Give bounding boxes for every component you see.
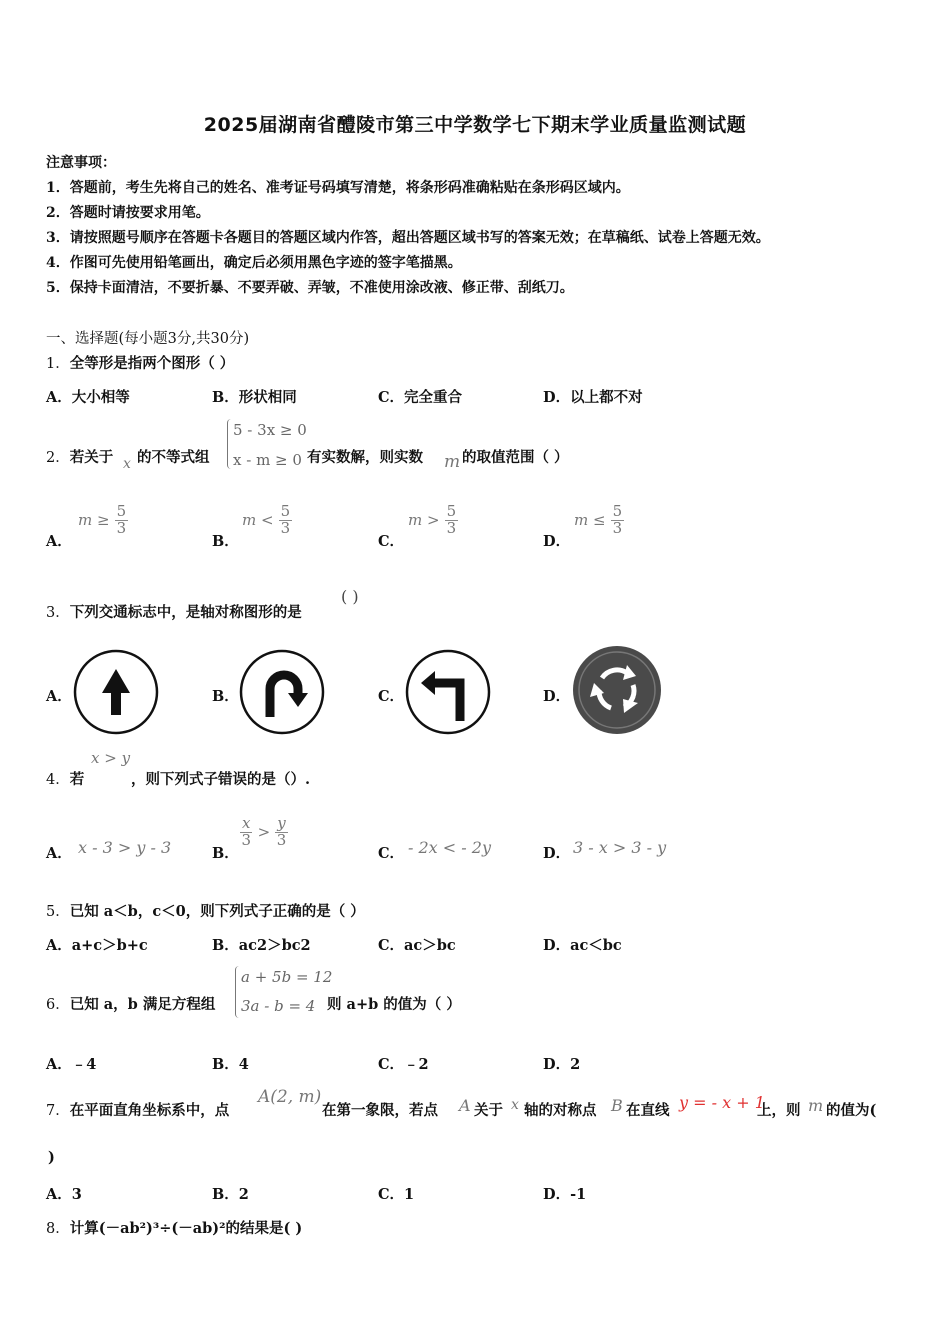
q5-option-a: A．a+c＞b+c bbox=[46, 937, 148, 954]
question-text: 已知 a＜b，c＜0，则下列式子正确的是（ ） bbox=[69, 903, 365, 920]
question-number: 7． bbox=[46, 1103, 70, 1119]
greater-than: > bbox=[257, 822, 271, 841]
fraction-denominator: 3 bbox=[241, 830, 251, 849]
q4-option-c-expr: - 2x < - 2y bbox=[408, 838, 491, 857]
variable-m: m bbox=[808, 1096, 824, 1115]
q2-option-c-label: C． bbox=[378, 533, 405, 550]
question-number: 4． bbox=[46, 772, 70, 788]
fraction-numerator: 5 bbox=[612, 502, 623, 520]
question-text: 计算(－ab²)³÷(－ab)²的结果是( ) bbox=[69, 1220, 303, 1237]
question-text-part: 若 bbox=[69, 771, 85, 788]
equation-2: 3a - b = 4 bbox=[241, 997, 316, 1015]
line-equation: y = - x + 1 bbox=[679, 1093, 765, 1112]
option-operator: m < bbox=[242, 510, 274, 529]
question-number: 3． bbox=[46, 605, 70, 621]
q2-option-a-label: A． bbox=[46, 533, 72, 550]
question-text-part: 的值为( bbox=[826, 1102, 877, 1119]
q1-option-c: C．完全重合 bbox=[378, 389, 463, 406]
page-title: 2025届湖南省醴陵市第三中学数学七下期末学业质量监测试题 bbox=[203, 114, 747, 136]
roundabout-sign-icon bbox=[572, 645, 662, 735]
inequality-2: x - m ≥ 0 bbox=[233, 451, 302, 469]
question-text-part: 已知 a，b 满足方程组 bbox=[69, 996, 216, 1013]
note-item-2: 2．答题时请按要求用笔。 bbox=[46, 205, 210, 221]
q7-option-d: D．-1 bbox=[543, 1186, 587, 1203]
question-text-part: 的取值范围（ ） bbox=[462, 449, 569, 466]
q6-option-c: C．﹣2 bbox=[378, 1056, 429, 1073]
question-6 bbox=[46, 993, 215, 1014]
fraction-denominator: 3 bbox=[116, 518, 127, 537]
note-item-5: 5．保持卡面清洁，不要折暴、不要弄破、弄皱，不准使用涂改液、修正带、刮纸刀。 bbox=[46, 280, 574, 296]
fraction-denominator: 3 bbox=[280, 518, 291, 537]
q2-option-b-label: B． bbox=[212, 533, 239, 550]
note-item-1: 1．答题前，考生先将自己的姓名、准考证号码填写清楚，将条形码准确粘贴在条形码区域内。 bbox=[46, 180, 630, 196]
straight-arrow-sign-icon bbox=[73, 649, 159, 735]
q2-option-d-expr bbox=[574, 504, 624, 537]
fraction bbox=[611, 504, 625, 537]
q3-option-d-label: D． bbox=[543, 688, 571, 705]
question-number: 2． bbox=[46, 450, 70, 466]
question-text-part: 在第一象限，若点 bbox=[322, 1102, 438, 1119]
fraction bbox=[240, 816, 252, 849]
answer-paren: ( ) bbox=[341, 587, 359, 606]
question-number: 5． bbox=[46, 904, 70, 920]
question-text-part: 轴的对称点 bbox=[524, 1102, 597, 1119]
fraction bbox=[445, 504, 459, 537]
point-b-label: B bbox=[611, 1096, 623, 1115]
question-text-part: 在平面直角坐标系中，点 bbox=[69, 1102, 230, 1119]
option-operator: m ≥ bbox=[78, 510, 110, 529]
condition-x-gt-y: x > y bbox=[91, 749, 131, 767]
point-a-label: A bbox=[459, 1096, 471, 1115]
fraction-denominator: 3 bbox=[446, 518, 457, 537]
q4-option-d-label: D． bbox=[543, 845, 571, 862]
q5-option-d: D．ac＜bc bbox=[543, 937, 622, 954]
q1-option-b: B．形状相同 bbox=[212, 389, 297, 406]
q5-option-b: B．ac2＞bc2 bbox=[212, 937, 311, 954]
q6-option-b: B．4 bbox=[212, 1056, 249, 1073]
question-text-part: 关于 bbox=[474, 1102, 503, 1119]
notes-heading: 注意事项： bbox=[46, 155, 116, 171]
fraction-denominator: 3 bbox=[276, 830, 287, 849]
q2-option-c-expr bbox=[408, 504, 458, 537]
variable-m: m bbox=[444, 452, 461, 472]
left-turn-sign-icon bbox=[405, 649, 491, 735]
fraction bbox=[279, 504, 293, 537]
equation-1: a + 5b = 12 bbox=[241, 968, 333, 986]
q4-option-a-label: A． bbox=[46, 845, 72, 862]
fraction-numerator: y bbox=[277, 814, 286, 832]
question-number: 8． bbox=[46, 1221, 70, 1237]
inequality-1: 5 - 3x ≥ 0 bbox=[233, 421, 307, 439]
question-number: 1． bbox=[46, 356, 70, 372]
q4-option-c-label: C． bbox=[378, 845, 405, 862]
section-heading: 一、选择题(每小题3分,共30分) bbox=[46, 331, 250, 347]
u-turn-sign-icon bbox=[239, 649, 325, 735]
option-operator: m > bbox=[408, 510, 440, 529]
fraction-numerator: 5 bbox=[116, 502, 127, 520]
question-7 bbox=[46, 1099, 229, 1120]
question-3 bbox=[46, 601, 302, 622]
question-text: 下列交通标志中，是轴对称图形的是 bbox=[69, 604, 302, 621]
q2-option-b-expr bbox=[242, 504, 292, 537]
question-text-part: 在直线 bbox=[626, 1102, 670, 1119]
q3-option-c-label: C． bbox=[378, 688, 405, 705]
question-text-part: 则 a+b 的值为（ ） bbox=[327, 996, 461, 1013]
point-a: A(2, m) bbox=[258, 1087, 322, 1107]
fraction-numerator: 5 bbox=[280, 502, 291, 520]
question-number: 6． bbox=[46, 997, 70, 1013]
fraction-denominator: 3 bbox=[612, 518, 623, 537]
variable-x: x bbox=[123, 456, 131, 472]
q4-option-a-expr: x - 3 > y - 3 bbox=[78, 838, 172, 857]
fraction bbox=[115, 504, 129, 537]
question-text-part: ) bbox=[48, 1149, 55, 1166]
question-8 bbox=[46, 1217, 302, 1238]
question-text-part: 的不等式组 bbox=[137, 449, 210, 466]
q4-option-d-expr: 3 - x > 3 - y bbox=[573, 838, 667, 857]
q7-option-c: C．1 bbox=[378, 1186, 415, 1203]
fraction-numerator: 5 bbox=[446, 502, 457, 520]
q3-option-b-label: B． bbox=[212, 688, 239, 705]
question-5 bbox=[46, 900, 365, 921]
question-2 bbox=[46, 446, 113, 467]
q3-option-a-label: A． bbox=[46, 688, 72, 705]
q1-option-d: D．以上都不对 bbox=[543, 389, 643, 406]
q6-option-d: D．2 bbox=[543, 1056, 581, 1073]
q7-option-a: A．3 bbox=[46, 1186, 82, 1203]
question-text: 全等形是指两个图形（ ） bbox=[69, 355, 235, 372]
q4-option-b-expr bbox=[240, 816, 288, 849]
question-1 bbox=[46, 352, 234, 373]
question-text-part: 若关于 bbox=[69, 449, 114, 466]
q7-option-b: B．2 bbox=[212, 1186, 249, 1203]
q4-option-b-label: B． bbox=[212, 845, 239, 862]
q1-option-a: A．大小相等 bbox=[46, 389, 130, 406]
question-4 bbox=[46, 768, 84, 789]
fraction bbox=[275, 816, 287, 849]
q5-option-c: C．ac＞bc bbox=[378, 937, 456, 954]
question-text-part: 有实数解，则实数 bbox=[307, 449, 423, 466]
note-item-4: 4．作图可先使用铅笔画出，确定后必须用黑色字迹的签字笔描黑。 bbox=[46, 255, 462, 271]
q2-option-d-label: D． bbox=[543, 533, 571, 550]
question-text-part: 上，则 bbox=[757, 1102, 801, 1119]
question-text-part: ，则下列式子错误的是（）. bbox=[131, 771, 311, 788]
axis-x: x bbox=[511, 1097, 519, 1113]
q2-option-a-expr bbox=[78, 504, 128, 537]
note-item-3: 3．请按照题号顺序在答题卡各题目的答题区域内作答，超出答题区域书写的答案无效；在草稿纸、试卷上答题无效。 bbox=[46, 230, 770, 246]
option-operator: m ≤ bbox=[574, 510, 606, 529]
fraction-numerator: x bbox=[242, 814, 251, 832]
q6-option-a: A．﹣4 bbox=[46, 1056, 97, 1073]
